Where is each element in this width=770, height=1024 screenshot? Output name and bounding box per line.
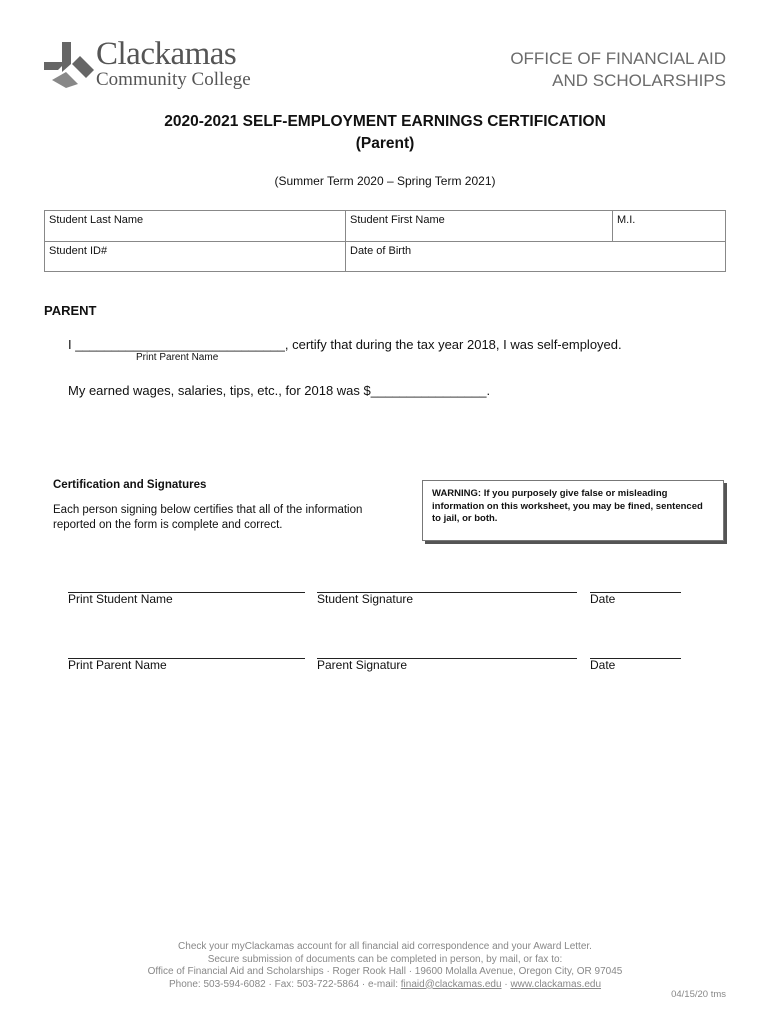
office-name	[510, 48, 726, 92]
footer-separator: ·	[501, 978, 511, 990]
student-last-name-label: Student Last Name	[49, 214, 144, 226]
student-mi-label: M.I.	[617, 214, 636, 226]
print-parent-name-caption: Print Parent Name	[136, 352, 219, 363]
form-subtitle: (Parent)	[355, 135, 415, 152]
footer-line-3: Office of Financial Aid and Scholarships · Roger Rook Hall · 19600 Molalla Avenue, Oregon City, OR 97045	[147, 966, 623, 977]
print-parent-name-label: Print Parent Name	[68, 658, 167, 672]
parent-signature-label: Parent Signature	[317, 658, 408, 672]
parent-certify-statement[interactable]: I _____________________________, certify that during the tax year 2018, I was self-employed.	[68, 337, 622, 352]
student-id-label: Student ID#	[49, 245, 108, 257]
revision-code: 04/15/20 tms	[671, 989, 726, 1000]
earned-wages-statement[interactable]: My earned wages, salaries, tips, etc., for 2018 was $________________.	[68, 383, 491, 398]
footer	[0, 941, 770, 991]
student-date-label: Date	[590, 592, 616, 606]
office-line-2: AND SCHOLARSHIPS	[552, 71, 726, 90]
office-line-1: OFFICE OF FINANCIAL AID	[510, 49, 726, 68]
student-first-name-field[interactable]	[346, 211, 613, 242]
certification-heading: Certification and Signatures	[53, 479, 207, 491]
footer-line-1: Check your myClackamas account for all financial aid correspondence and your Award Letter.	[178, 941, 592, 952]
parent-date-label: Date	[590, 658, 616, 672]
footer-line-4	[0, 979, 770, 992]
college-logo-icon	[44, 42, 94, 88]
form-term: (Summer Term 2020 – Spring Term 2021)	[274, 174, 496, 188]
student-mi-field[interactable]	[613, 211, 725, 242]
student-first-name-label: Student First Name	[350, 214, 445, 226]
certification-text: Each person signing below certifies that all of the information reported on the form is complete and correct.	[53, 504, 363, 531]
student-last-name-field[interactable]	[45, 211, 346, 242]
date-of-birth-label: Date of Birth	[350, 245, 412, 257]
date-of-birth-field[interactable]	[346, 242, 725, 271]
warning-box: WARNING: If you purposely give false or misleading information on this worksheet, you may be fined, sentenced to jail, or both.	[422, 480, 724, 541]
student-id-field[interactable]	[45, 242, 346, 271]
website-link[interactable]: www.clackamas.edu	[510, 978, 602, 990]
parent-section-heading: PARENT	[44, 303, 97, 318]
student-info-table	[44, 210, 726, 272]
logo-college-subtitle: Community College	[96, 69, 251, 90]
logo-college-name: Clackamas	[96, 36, 237, 72]
student-signature-label: Student Signature	[317, 592, 414, 606]
footer-contact: Phone: 503-594-6082 · Fax: 503-722-5864 · e-mail:	[168, 978, 401, 990]
email-link[interactable]: finaid@clackamas.edu	[400, 978, 502, 990]
print-student-name-label: Print Student Name	[68, 592, 173, 606]
form-title: 2020-2021 SELF-EMPLOYMENT EARNINGS CERTIFICATION	[164, 113, 606, 130]
footer-line-2: Secure submission of documents can be completed in person, by mail, or fax to:	[207, 953, 563, 965]
